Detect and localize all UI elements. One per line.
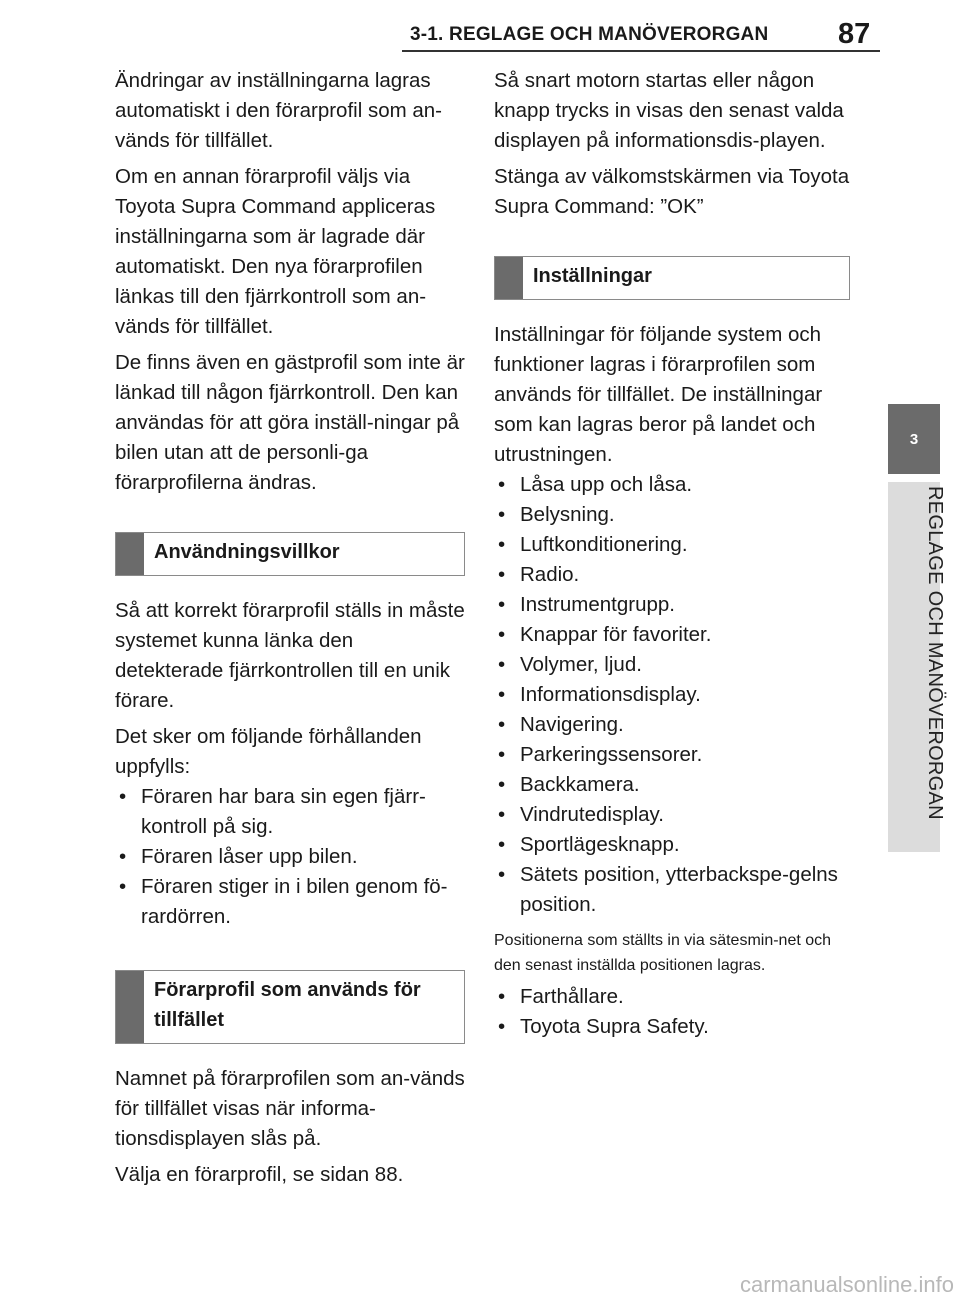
list-item: • Föraren låser upp bilen.	[115, 842, 465, 872]
note-text: Positionerna som ställts in via sätesmin-net och den senast inställda positionen lagras.	[494, 932, 832, 974]
list-item: • Radio.	[494, 560, 850, 590]
list-item: • Informationsdisplay.	[494, 680, 850, 710]
list-item: • Föraren har bara sin egen fjärr-kontroll på sig.	[115, 782, 465, 842]
list-item: • Volymer, ljud.	[494, 650, 850, 680]
section-title: Användningsvillkor	[154, 541, 340, 563]
section-stripe	[116, 533, 144, 575]
right-column	[494, 66, 850, 1042]
section-heading-settings	[494, 256, 850, 300]
paragraph: Stänga av välkomstskärmen via Toyota Supra Command: ”OK”	[494, 165, 850, 218]
list-item: • Navigering.	[494, 710, 850, 740]
list-item: • Backkamera.	[494, 770, 850, 800]
list-item: • Sportlägesknapp.	[494, 830, 850, 860]
header-divider	[402, 50, 880, 52]
list-item: • Föraren stiger in i bilen genom fö-rardörren.	[115, 872, 465, 932]
list-item: • Parkeringssensorer.	[494, 740, 850, 770]
list-item: • Knappar för favoriter.	[494, 620, 850, 650]
section-heading-current-profile	[115, 970, 465, 1044]
chapter-tab: 3	[888, 404, 940, 474]
section-stripe	[116, 971, 144, 1043]
chapter-title: 3-1. REGLAGE OCH MANÖVERORGAN	[410, 24, 769, 45]
list-item: • Farthållare.	[494, 982, 850, 1012]
paragraph: Namnet på förarprofilen som an-vänds för tillfället visas när informa-tionsdisplayen slås på.	[115, 1067, 465, 1150]
list-item: • Toyota Supra Safety.	[494, 1012, 850, 1042]
paragraph: Ändringar av inställningarna lagras automatiskt i den förarprofil som an-vänds för tillfället.	[115, 69, 442, 152]
left-column	[115, 66, 465, 1196]
paragraph: Det sker om följande förhållanden uppfylls:	[115, 725, 422, 778]
section-title: Förarprofil som används för tillfället	[154, 979, 421, 1031]
chapter-side-label: REGLAGE OCH MANÖVERORGAN	[924, 486, 946, 820]
page-number: 87	[838, 18, 871, 50]
list-item: • Låsa upp och låsa.	[494, 470, 850, 500]
paragraph: Välja en förarprofil, se sidan 88.	[115, 1163, 404, 1186]
section-heading-usage-conditions	[115, 532, 465, 576]
paragraph: Om en annan förarprofil väljs via Toyota Supra Command appliceras inställningarna som är lagrade där automatiskt. Den nya förarprofilen länkas till den fjärrkontroll som an-vänds för tillfället.	[115, 165, 436, 338]
condition-list	[115, 782, 465, 932]
list-item: • Belysning.	[494, 500, 850, 530]
paragraph: Inställningar för följande system och funktioner lagras i förarprofilen som används för tillfället. De inställningar som kan lagras beror på landet och utrustningen.	[494, 323, 823, 466]
watermark: carmanualsonline.info	[739, 1272, 954, 1297]
settings-list-continued	[494, 982, 850, 1042]
list-item: • Instrumentgrupp.	[494, 590, 850, 620]
paragraph: Så snart motorn startas eller någon knapp trycks in visas den senast valda displayen på informationsdis-playen.	[494, 69, 844, 152]
list-item: • Luftkonditionering.	[494, 530, 850, 560]
settings-list	[494, 470, 850, 920]
paragraph: Så att korrekt förarprofil ställs in måste systemet kunna länka den detekterade fjärrkontrollen till en unik förare.	[115, 599, 465, 712]
paragraph: De finns även en gästprofil som inte är länkad till någon fjärrkontroll. Den kan användas för att göra inställ-ningar på bilen utan att de personli-ga förarprofilerna ändras.	[115, 351, 465, 494]
section-stripe	[495, 257, 523, 299]
section-title: Inställningar	[533, 265, 652, 287]
list-item: • Sätets position, ytterbackspe-gelns position.	[494, 860, 850, 920]
list-item: • Vindrutedisplay.	[494, 800, 850, 830]
